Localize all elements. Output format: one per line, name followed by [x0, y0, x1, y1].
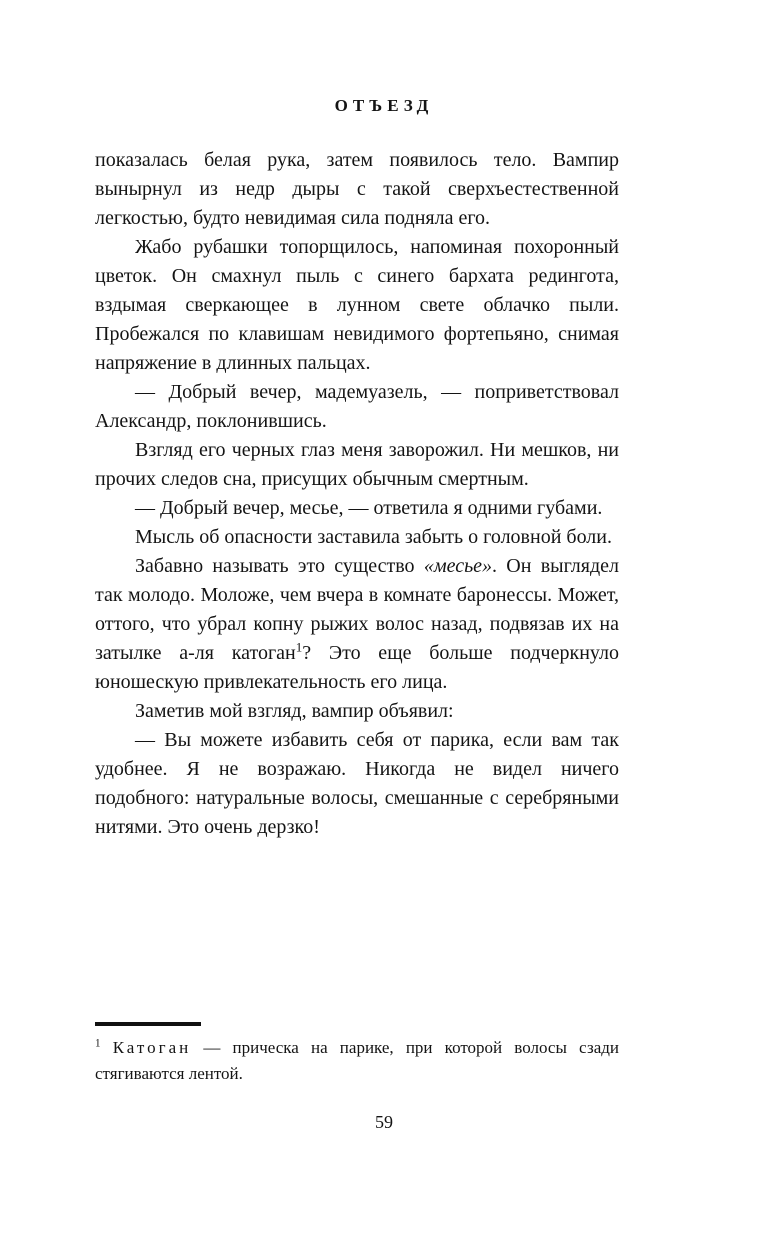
footnote-section — [95, 1022, 619, 1087]
body-text — [95, 146, 619, 842]
paragraph-text: ? Это еще больше подчеркнуло юношескую привлекательность его лица. — [95, 642, 620, 693]
paragraph: Взгляд его черных глаз меня заворожил. Ни мешков, ни прочих следов сна, присущих обычным смертным. — [95, 439, 619, 490]
paragraph: Мысль об опасности заставила забыть о головной боли. — [135, 526, 612, 548]
footnote-marker: 1 — [95, 1037, 101, 1050]
paragraph: — Добрый вечер, мадемуазель, — поприветствовал Александр, поклонившись. — [95, 381, 619, 432]
footnote-term: Катоган — [112, 1038, 192, 1057]
paragraph-text: Забавно называть это существо — [135, 555, 424, 577]
emphasized-word: «месье» — [423, 555, 493, 577]
footnote-reference: 1 — [295, 639, 303, 655]
paragraph: — Вы можете избавить себя от парика, если вам так удобнее. Я не возражаю. Никогда не видел ничего подобного: натуральные волосы, смешанные с серебряными нитями. Это очень дерзко! — [95, 729, 619, 838]
page-number: 59 — [375, 1112, 393, 1132]
chapter-header: ОТЪЕЗД — [334, 96, 434, 115]
paragraph: Заметив мой взгляд, вампир объявил: — [135, 700, 454, 722]
footnote-divider — [95, 1022, 201, 1026]
footnote-entry — [95, 1035, 619, 1087]
paragraph: Жабо рубашки топорщилось, напоминая похоронный цветок. Он смахнул пыль с синего бархата редингота, вздымая сверкающее в лунном свете облачко пыли. Пробежался по клавишам невидимого фортепьяно, снимая напряжение в длинных пальцах. — [95, 236, 619, 374]
paragraph-text: . Он выглядел так молодо. Моложе, чем вчера в комнате баронессы. Может, оттого, что убрал копну рыжих волос назад, подвязав их на затылке а-ля катоган — [95, 555, 619, 664]
paragraph — [95, 552, 619, 697]
footnote-text: — прическа на парике, при которой волосы сзади стягиваются лентой. — [95, 1038, 619, 1083]
paragraph: — Добрый вечер, месье, — ответила я одними губами. — [135, 497, 603, 519]
paragraph: показалась белая рука, затем появилось тело. Вампир вынырнул из недр дыры с такой сверхъестественной легкостью, будто невидимая сила подняла его. — [95, 149, 619, 229]
